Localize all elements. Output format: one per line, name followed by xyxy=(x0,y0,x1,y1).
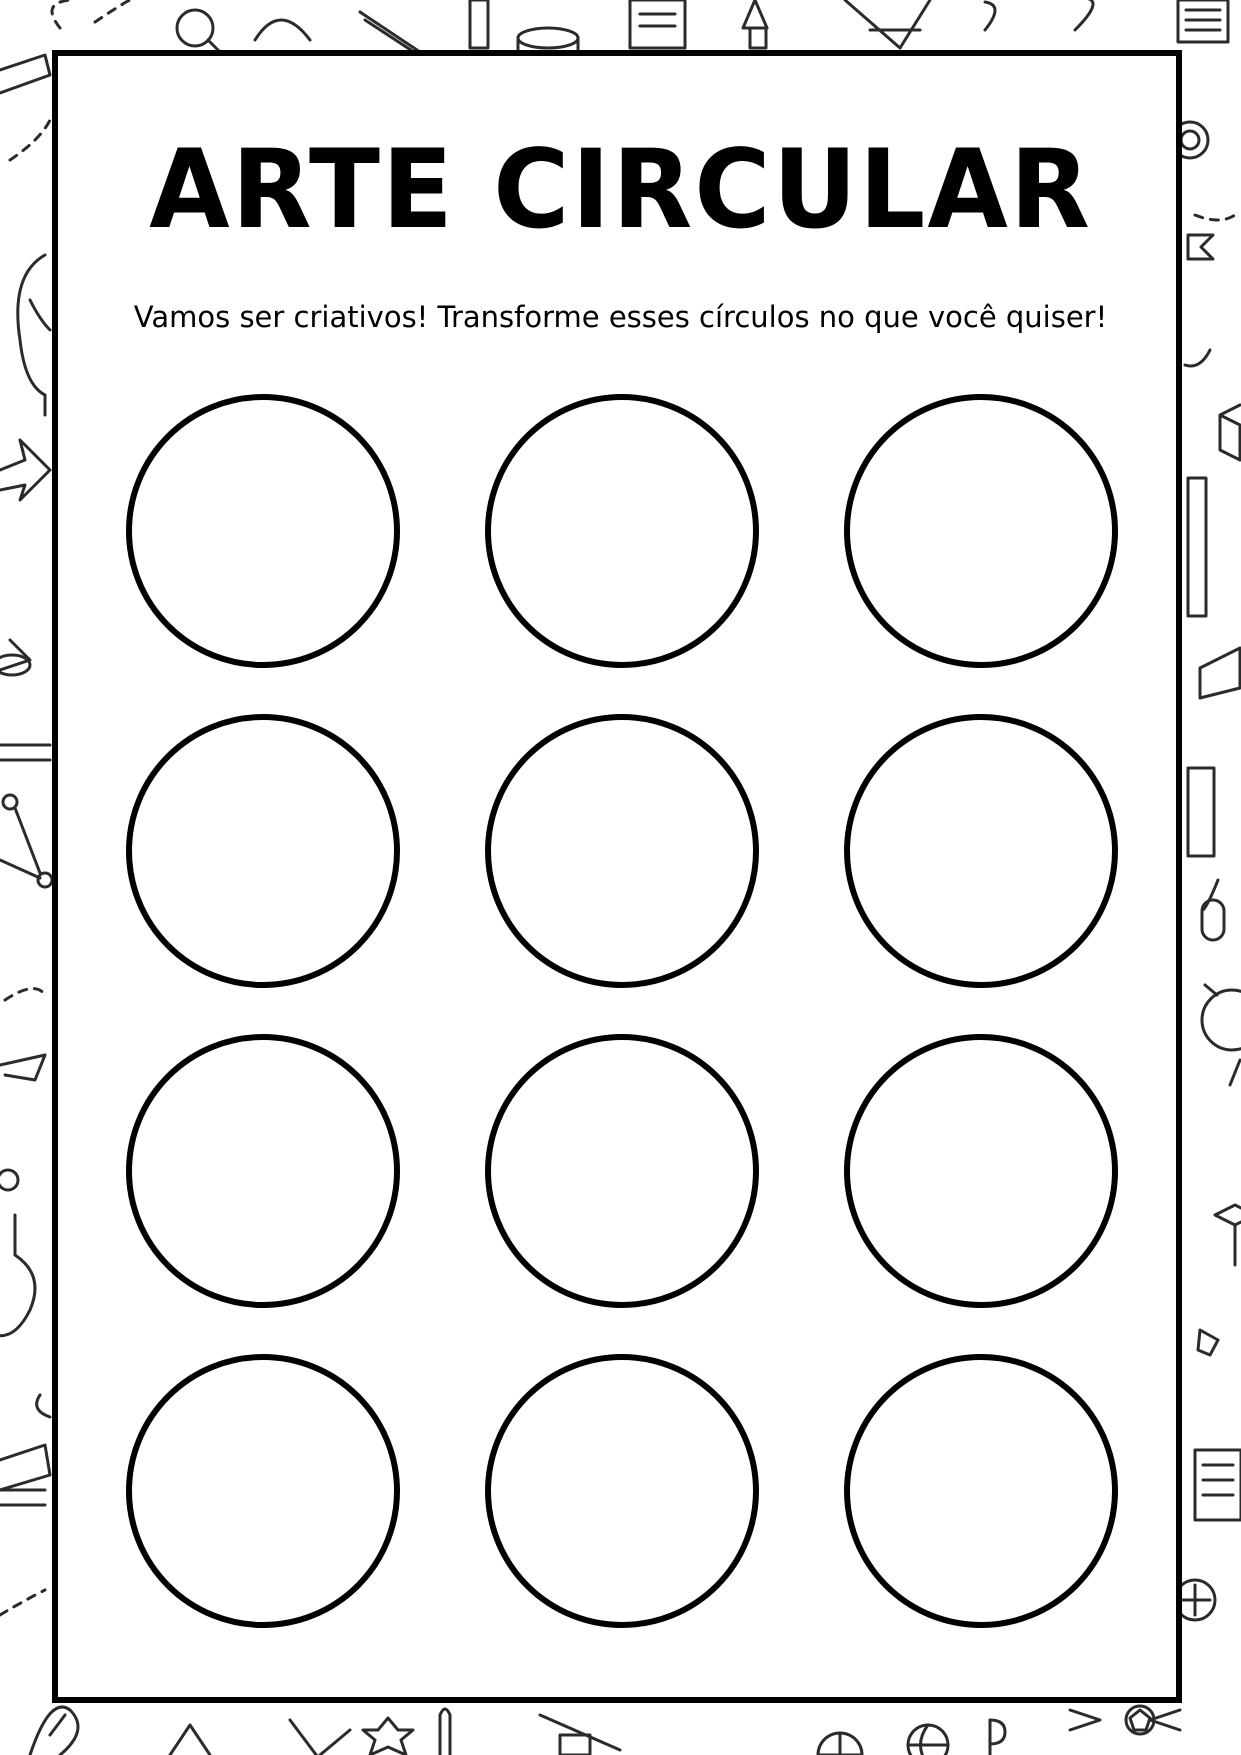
doodle-bottom-strip xyxy=(30,1706,1180,1755)
drawing-circle[interactable] xyxy=(129,717,397,985)
drawing-circle[interactable] xyxy=(847,397,1115,665)
worksheet-instruction: Vamos ser criativos! Transforme esses círculos no que você quiser! xyxy=(133,300,1108,334)
drawing-circle[interactable] xyxy=(488,717,756,985)
drawing-circle[interactable] xyxy=(847,717,1115,985)
drawing-circle[interactable] xyxy=(129,397,397,665)
drawing-circle[interactable] xyxy=(488,1357,756,1625)
drawing-circle[interactable] xyxy=(847,1037,1115,1305)
worksheet-title: ARTE CIRCULAR xyxy=(149,124,1092,254)
drawing-circle[interactable] xyxy=(488,397,756,665)
drawing-circle[interactable] xyxy=(847,1357,1115,1625)
drawing-circle[interactable] xyxy=(488,1037,756,1305)
drawing-circle[interactable] xyxy=(129,1357,397,1625)
doodle-right-strip xyxy=(1172,122,1241,1620)
doodle-top-strip xyxy=(52,0,1228,56)
drawing-circle[interactable] xyxy=(129,1037,397,1305)
doodle-left-strip xyxy=(0,55,52,1615)
